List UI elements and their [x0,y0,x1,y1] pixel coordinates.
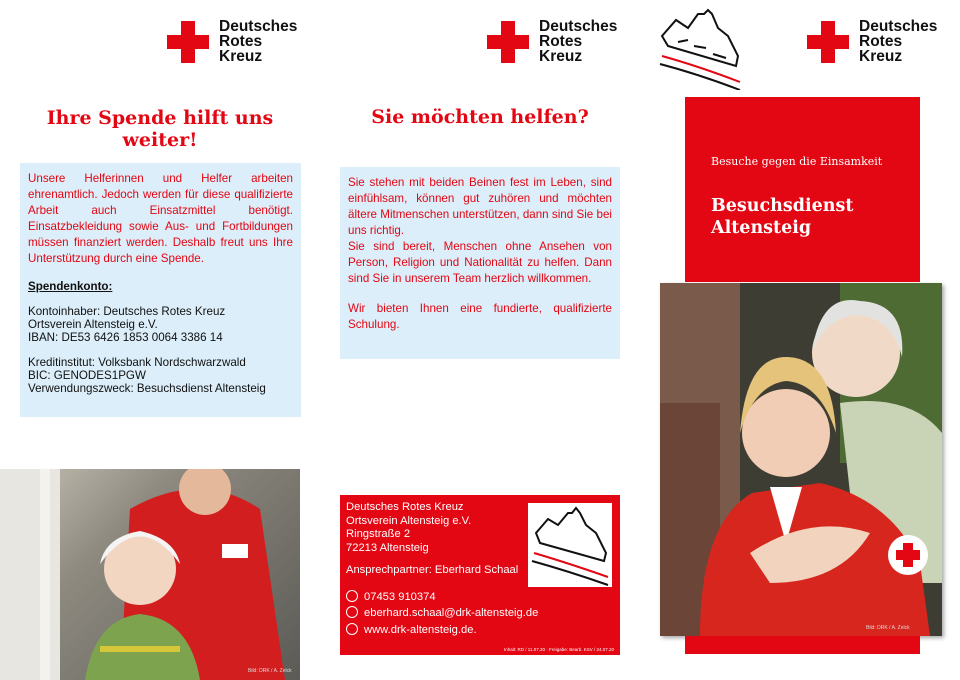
contact-email-row [346,606,614,621]
contact-town-logo [528,503,612,587]
donation-heading: Ihre Spende hilft uns weiter! [46,107,274,151]
logo-line: Kreuz [859,48,903,65]
cover-title [711,195,853,239]
drk-logo-left [167,19,297,64]
bank-name: Kreditinstitut: Volksbank Nordschwarzwald [28,356,246,369]
logo-line: Rotes [219,33,263,50]
left-photo-credit: Bild: DRK / A. Zelck [248,668,292,674]
logo-line: Deutsches [859,18,938,35]
contact-person: Ansprechpartner: Eberhard Schaal [346,564,519,576]
helper-photo-illustration [0,469,300,680]
phone-icon [346,590,358,602]
cover-title-line1: Besuchsdienst [711,196,854,216]
help-p2: Sie sind bereit, Menschen ohne Ansehen von Person, Religion und Nationalität zu helfen. Dann sind Sie in unserem Team herzlich willkommen. [348,240,612,285]
account-holder: Kontoinhaber: Deutsches Rotes Kreuz [28,305,226,318]
cover-panel [685,97,920,282]
contact-web-row [346,623,614,638]
logo-text [859,19,937,64]
help-box [340,167,620,359]
contact-line: 72213 Altensteig [346,541,429,554]
contact-phone: 07453 910374 [364,590,436,603]
logo-line: Rotes [539,33,583,50]
logo-line: Kreuz [219,48,263,65]
drk-logo-right [807,19,937,64]
contact-email[interactable]: eberhard.schaal@drk-altensteig.de [364,607,539,619]
logo-text [219,19,297,64]
cover-bottom-band [685,636,920,654]
logo-text [539,19,617,64]
contact-line: Ringstraße 2 [346,528,411,540]
contact-web[interactable]: www.drk-altensteig.de. [364,623,477,636]
cover-title-line2: Altensteig [711,218,812,238]
red-cross-icon [807,21,849,63]
cover-photo [660,283,942,636]
right-photo-credit: Bild: DRK / A. Zelck [866,625,910,631]
help-p1: Sie stehen mit beiden Beinen fest im Leben, sind einfühlsam, können gut zuhören und möchten ältere Mitmenschen unterstützen, dann sind Sie bei uns richtig. [348,176,612,237]
bank-bic: BIC: GENODES1PGW [28,369,146,382]
web-icon [346,623,358,635]
logo-line: Rotes [859,33,903,50]
bank-purpose: Verwendungszweck: Besuchsdienst Altensteig [28,382,266,395]
cover-photo-illustration [660,283,942,636]
logo-line: Kreuz [539,48,583,65]
account-title: Spendenkonto: [28,280,113,293]
contact-line: Deutsches Rotes Kreuz [346,501,464,513]
email-icon [346,606,358,618]
help-heading: Sie möchten helfen? [371,106,589,128]
cover-subtitle: Besuche gegen die Einsamkeit [711,155,883,168]
drk-logo-middle [487,19,617,64]
logo-line: Deutsches [219,18,298,35]
help-p3: Wir bieten Ihnen eine fundierte, qualifizierte Schulung. [348,302,612,331]
donation-box [20,163,301,417]
castle-icon [658,6,744,90]
castle-icon [528,503,612,587]
donation-paragraph: Unsere Helferinnen und Helfer arbeiten ehrenamtlich. Jedoch werden für diese qualifizierte Arbeit auch Einsatzmittel benötigt. Einsatzbekleidung sowie Aus- und Fortbildungen müssen finanziert werden. Deshalb freut uns Ihre Unterstützung durch eine Spende. [28,172,293,265]
account-block [28,305,293,344]
red-cross-icon [167,21,209,63]
bank-block [28,356,293,395]
contact-phone-row [346,590,614,605]
print-footer: Inhalt: RD / 11.07.20 · Freigabe: Bearb. KSV / 24.07.20 [504,647,614,652]
logo-line: Deutsches [539,18,618,35]
contact-line: Ortsverein Altensteig e.V. [346,514,472,527]
town-castle-logo [658,6,744,90]
red-cross-icon [487,21,529,63]
contact-box [340,495,620,655]
account-org: Ortsverein Altensteig e.V. [28,318,158,331]
account-iban: IBAN: DE53 6426 1853 0064 3386 14 [28,331,223,344]
helper-photo [0,469,300,680]
